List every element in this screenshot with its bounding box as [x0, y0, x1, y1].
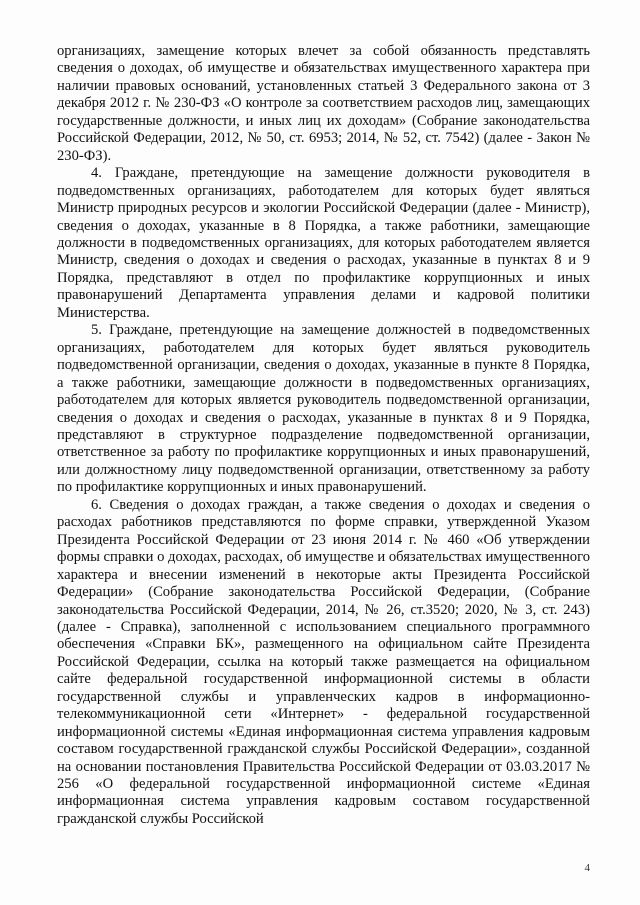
page-number: 4 [584, 862, 590, 874]
paragraph-item-4: 4. Граждане, претендующие на замещение должности руководителя в подведомственных организациях, работодателем для которых будет являться Министр природных ресурсов и экологии Российской Федерации (далее - Министр), сведения о доходах, указанные в 8 Порядка, а также работники, замещающие должности в подведомственных организациях, для которых работодателем является Министр, сведения о доходах и сведения о расходах, указанные в пунктах 8 и 9 Порядка, представляют в отдел по профилактике коррупционных и иных правонарушений Департамента управления делами и кадровой политики Министерства. [57, 165, 590, 321]
document-body [57, 43, 590, 828]
paragraph-continuation: организациях, замещение которых влечет за собой обязанность представлять сведения о доходах, об имуществе и обязательствах имущественного характера при наличии правовых оснований, установленных статьей 3 Федерального закона от 3 декабря 2012 г. № 230-ФЗ «О контроле за соответствием расходов лиц, замещающих государственные должности, и иных лиц их доходам» (Собрание законодательства Российской Федерации, 2012, № 50, ст. 6953; 2014, № 52, ст. 7542) (далее - Закон № 230-ФЗ). [57, 43, 590, 164]
paragraph-item-6: 6. Сведения о доходах граждан, а также сведения о доходах и сведения о расходах работников представляются по форме справки, утвержденной Указом Президента Российской Федерации от 23 июня 2014 г. № 460 «Об утверждении формы справки о доходах, расходах, об имуществе и обязательствах имущественного характера и внесении изменений в некоторые акты Президента Российской Федерации» (Собрание законодательства Российской Федерации, (Собрание законодательства Российской Федерации, 2014, № 26, ст.3520; 2020, № 3, ст. 243) (далее - Справка), заполненной с использованием специального программного обеспечения «Справки БК», размещенного на официальном сайте Президента Российской Федерации, ссылка на который также размещается на официальном сайте федеральной государственной информационной системы в области государственной службы и управленческих кадров в информационно-телекоммуникационной сети «Интернет» - федеральной государственной информационной системы «Единая информационная система управления кадровым составом государственной гражданской службы Российской Федерации», созданной на основании постановления Правительства Российской Федерации от 03.03.2017 № 256 «О федеральной государственной информационной системе «Единая информационная система управления кадровым составом государственной гражданской службы Российской [57, 496, 590, 827]
paragraph-item-5: 5. Граждане, претендующие на замещение должностей в подведомственных организациях, работодателем для которых будет являться руководитель подведомственной организации, сведения о доходах, указанные в пункте 8 Порядка, а также работники, замещающие должности в подведомственных организациях, работодателем для которых является руководитель подведомственной организации, сведения о доходах и сведения о расходах, указанные в пунктах 8 и 9 Порядка, представляют в структурное подразделение подведомственной организации, ответственное за работу по профилактике коррупционных и иных правонарушений, или должностному лицу подведомственной организации, ответственному за работу по профилактике коррупционных и иных правонарушений. [57, 322, 590, 496]
